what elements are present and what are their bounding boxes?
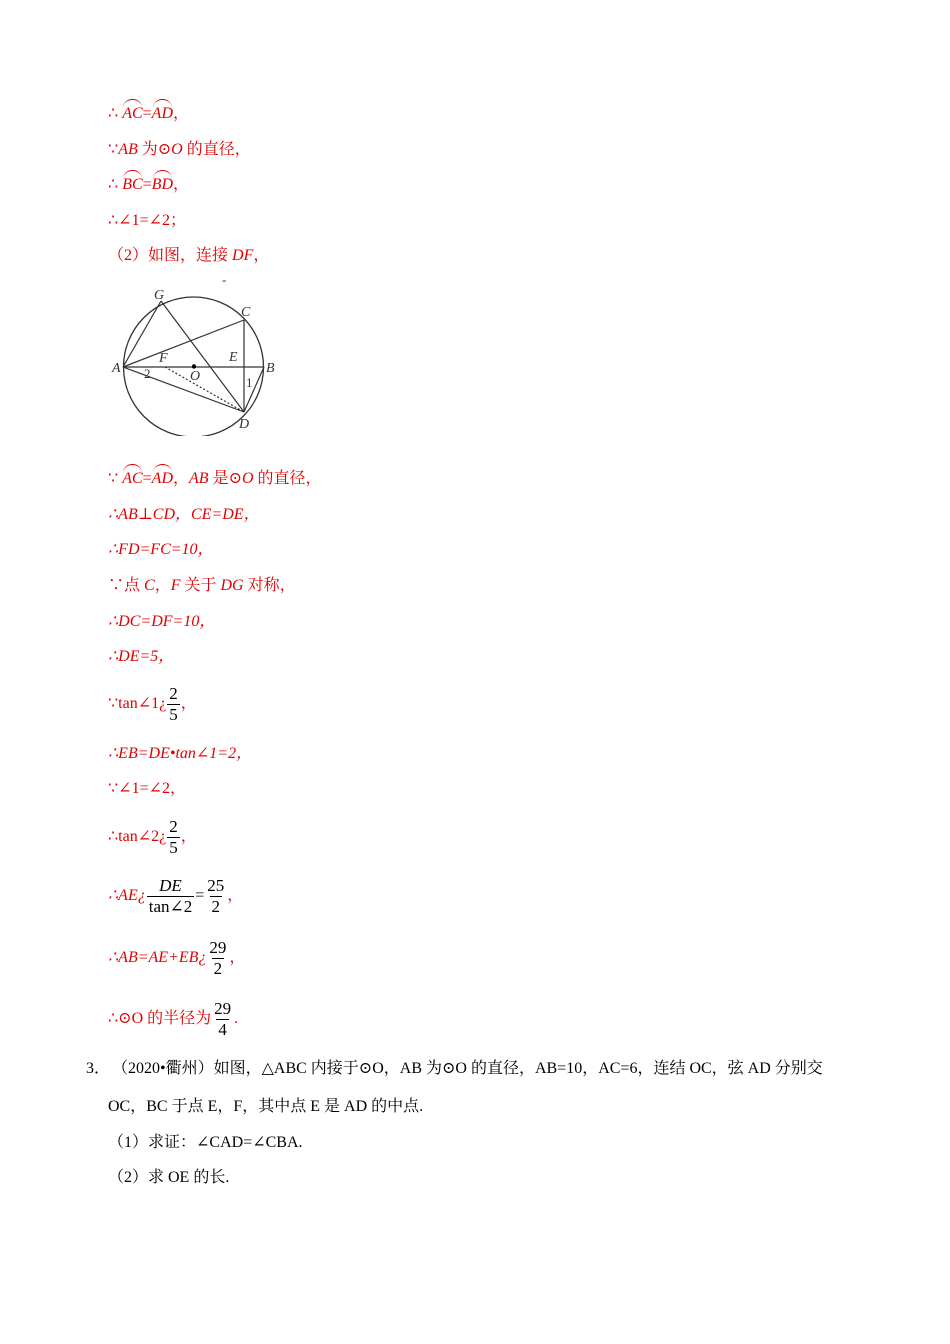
angle-label-1: 1 (246, 375, 253, 390)
arc-label: BC (122, 176, 143, 193)
point-label: O (171, 141, 183, 158)
solution-line (108, 876, 243, 917)
arc-label: AD (151, 470, 173, 487)
punctuation: ， (173, 105, 190, 122)
arc-label: BD (151, 176, 173, 193)
solution-line (108, 576, 296, 596)
fraction (207, 938, 228, 979)
numerator: 2 (169, 817, 178, 836)
arc-label: AC (122, 105, 143, 122)
text-run: ∴tan∠2¿ (108, 828, 167, 846)
arc-label: AC (122, 470, 143, 487)
segment-label: AB (118, 141, 138, 158)
solution-line: ∴FD=FC=10， (108, 541, 214, 558)
punctuation: ， (180, 828, 197, 846)
fraction (147, 876, 195, 917)
problem-question: （2）求 OE 的长. (108, 1169, 230, 1186)
text-run: 为⊙ (137, 141, 172, 158)
solution-line (108, 175, 189, 195)
denominator: 5 (169, 838, 178, 857)
denominator: 4 (218, 1020, 227, 1039)
text-run: 的直径， (182, 141, 251, 158)
numerator: 25 (207, 876, 225, 895)
problem-question: （1）求证：∠CAD=∠CBA. (108, 1134, 303, 1151)
punctuation: ， (253, 247, 270, 264)
point-label: O (241, 470, 254, 487)
equals-sign: = (142, 470, 152, 487)
punctuation: ， (229, 949, 246, 967)
solution-line: ∴AB⊥CD，CE=DE， (108, 506, 260, 523)
text-run: ， (173, 470, 190, 487)
point-label: C (144, 577, 155, 594)
segment-ag (123, 301, 161, 367)
numerator: 29 (209, 938, 227, 957)
solution-line (108, 999, 238, 1040)
problem-statement-line: OC，BC 于点 E，F，其中点 E 是 AD 的中点. (108, 1098, 424, 1115)
text-run: ∴AE¿ (108, 887, 146, 905)
therefore-symbol: ∴ (108, 105, 119, 122)
segment-label: DG (220, 577, 244, 594)
solution-line: ∴DE=5， (108, 648, 175, 665)
text-run: （2）如图，连接 (108, 247, 233, 264)
solution-line (108, 140, 251, 160)
solution-line (108, 104, 189, 124)
segment-label: DF (232, 247, 254, 264)
fraction (205, 876, 226, 917)
equals-sign: = (142, 176, 152, 193)
segment-label: AB (189, 470, 209, 487)
fraction (167, 684, 180, 725)
angle-label-2: 2 (144, 366, 151, 381)
fraction (212, 999, 233, 1040)
solution-line (108, 246, 269, 266)
label-c: C (241, 305, 251, 320)
fraction (167, 817, 180, 858)
text-run: ∵点 (108, 577, 145, 594)
problem-number: 3． (86, 1060, 111, 1077)
punctuation: ， (173, 176, 190, 193)
point-label: F (170, 577, 181, 594)
denominator: 2 (211, 897, 221, 916)
numerator: DE (159, 876, 182, 895)
label-a: A (112, 361, 121, 376)
segment-ad (123, 367, 244, 412)
equals-sign: = (142, 105, 152, 122)
segment-df-dashed (165, 367, 244, 412)
denominator: 5 (169, 705, 178, 724)
text-run: ∴AB=AE+EB¿ (108, 949, 207, 967)
label-f: F (159, 351, 168, 366)
solution-line: ∴∠1=∠2； (108, 212, 187, 229)
solution-line (108, 817, 197, 858)
problem-statement-line: （2020•衢州）如图，△ABC 内接于⊙O，AB 为⊙O 的直径，AB=10，AC=6，连结 OC，弦 AD 分别交 (112, 1060, 823, 1077)
segment-ac (123, 320, 244, 367)
label-e: E (229, 350, 238, 365)
punctuation: ， (227, 887, 244, 905)
because-symbol: ∵ (108, 141, 119, 158)
equals-sign: = (195, 887, 205, 905)
therefore-symbol: ∴ (108, 176, 119, 193)
solution-line: ∵∠1=∠2， (108, 780, 187, 797)
text-run: 关于 (180, 577, 221, 594)
text-run: ∴⊙O 的半径为 (108, 1010, 212, 1028)
stray-mark: - (222, 276, 227, 287)
numerator: 2 (169, 684, 178, 703)
punctuation: ， (180, 695, 197, 713)
geometry-figure (108, 276, 283, 436)
arc-label: AD (151, 105, 173, 122)
label-b: B (266, 361, 275, 376)
numerator: 29 (214, 999, 232, 1018)
text-run: 是⊙ (208, 470, 242, 487)
label-o: O (190, 369, 201, 384)
text-run: ， (154, 577, 171, 594)
solution-line (108, 684, 197, 725)
solution-line (108, 469, 322, 489)
punctuation: . (234, 1010, 239, 1028)
text-run: 的直径， (253, 470, 322, 487)
solution-line (108, 938, 245, 979)
solution-line: ∴DC=DF=10， (108, 613, 216, 630)
label-g: G (154, 288, 165, 303)
denominator: 2 (213, 959, 223, 978)
text-run: ∵tan∠1¿ (108, 695, 167, 713)
because-symbol: ∵ (108, 470, 119, 487)
solution-line: ∴EB=DE•tan∠1=2， (108, 745, 253, 762)
label-d: D (239, 417, 250, 432)
denominator: tan∠2 (148, 897, 193, 916)
text-run: 对称， (243, 577, 296, 594)
